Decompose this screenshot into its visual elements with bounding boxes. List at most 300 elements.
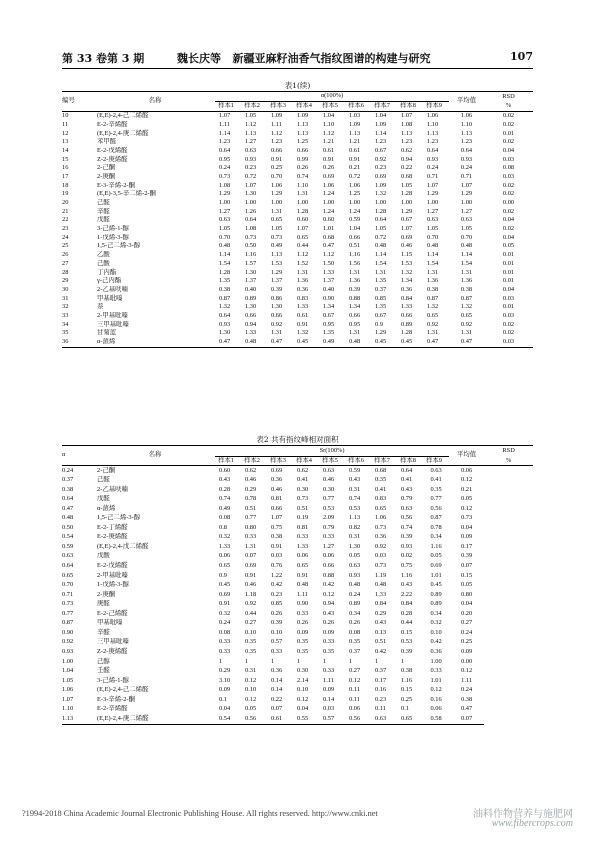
table1-sample-value: 0.66 — [349, 233, 361, 241]
table-row — [62, 121, 533, 130]
table2-average: 0.78 — [430, 523, 442, 531]
table1-sample-header: 样本6 — [345, 102, 371, 112]
table1-sample-value: 0.92 — [271, 320, 283, 328]
table1-sample-value: 1.30 — [245, 268, 257, 276]
table1-sample-value: 1.33 — [323, 268, 335, 276]
table1-sample-value: 0.47 — [323, 242, 335, 250]
table2-sample-value: 0.09 — [323, 686, 335, 694]
table1-sample-value: 0.64 — [245, 216, 257, 224]
table2-row-key: 1.10 — [62, 705, 74, 713]
table2-sample-value: 0.92 — [375, 542, 387, 550]
table2-sample-value: 0.88 — [323, 571, 335, 579]
table1-sample-value: 0.70 — [219, 233, 231, 241]
table1-sample-value: 1.09 — [375, 120, 387, 128]
table2-sample-value: 0.51 — [375, 638, 387, 646]
table1-sample-value: 1.09 — [271, 112, 283, 120]
table2-compound-name: 辛醛 — [97, 628, 110, 636]
table2-row-key: 1.13 — [62, 714, 95, 724]
table2-sample-value: 0.83 — [375, 495, 387, 503]
table1-rsd: 0.02 — [502, 207, 515, 215]
table2-compound-name: 2-甲基吡嗪 — [97, 571, 128, 579]
table1-sample-value: 0.89 — [245, 294, 257, 302]
table1-sample-value: 0.95 — [219, 155, 231, 163]
table2-average: 1.00 — [430, 657, 442, 665]
table2-sample-value: 0.23 — [375, 695, 387, 703]
table2-average: 0.89 — [430, 600, 442, 608]
table2-sample-value: 0.11 — [349, 695, 360, 703]
table-row — [62, 705, 533, 715]
table2-sample-value: 0.44 — [401, 619, 413, 627]
header-authors: 魏长庆等 — [177, 52, 221, 65]
table2-sample-value: 0.23 — [271, 590, 283, 598]
table2-sample-value: 0.19 — [297, 514, 309, 522]
table1-average: 1.31 — [460, 329, 473, 337]
table1-rsd: 0.02 — [502, 225, 515, 233]
table1-sample-value: 0.95 — [349, 320, 361, 328]
table1-sample-value: 0.36 — [297, 285, 309, 293]
table1-average: 1.54 — [460, 259, 473, 267]
table1-sample-value: 0.90 — [323, 294, 335, 302]
table1-sample-value: 1.11 — [271, 120, 282, 128]
table2-sample-value: 0.31 — [349, 485, 361, 493]
table-row — [62, 628, 533, 638]
table2-sample-value: 0.91 — [271, 542, 283, 550]
table1-sample-value: 1.32 — [375, 190, 387, 198]
table2-sample-value: 0.35 — [349, 638, 361, 646]
table2-average: 0.45 — [430, 581, 442, 589]
table2-sample-value: 0.03 — [323, 705, 335, 713]
table2-sample-value: 0.43 — [349, 476, 361, 484]
table1-compound-name: 3-己烯-1-醇 — [97, 225, 129, 233]
table1-sample-value: 0.89 — [401, 320, 413, 328]
table1-sample-value: 1.52 — [297, 259, 309, 267]
table1-sample-value: 0.62 — [401, 146, 413, 154]
table2-rsd: 0.15 — [461, 571, 473, 579]
table1-sample-value: 0.66 — [297, 146, 309, 154]
table1-sample-value: 0.99 — [297, 155, 309, 163]
table2-sample-value: 1 — [297, 657, 301, 665]
table1-sample-value: 0.38 — [219, 285, 231, 293]
table1-sample-header: 样本1 — [215, 102, 241, 112]
table1-sample-value: 1.13 — [297, 120, 309, 128]
table2-sample-value: 0.94 — [323, 600, 335, 608]
table1-row-key: 16 — [62, 164, 69, 172]
table1-sample-value: 0.72 — [245, 172, 257, 180]
table1-sample-value: 1.09 — [375, 181, 387, 189]
table1-sample-value: 1.23 — [427, 138, 439, 146]
table2-sample-value: 0.14 — [271, 676, 283, 684]
table2-sample-value: 0.91 — [219, 600, 231, 608]
table1-sample-value: 0.92 — [427, 320, 439, 328]
table1-sample-value: 1.23 — [375, 138, 387, 146]
table2-compound-name: E-2-丁烯醛 — [97, 523, 128, 531]
table1-sample-value: 0.66 — [349, 311, 361, 319]
table1-sample-value: 0.66 — [271, 146, 283, 154]
header-article-title: 新疆亚麻籽油香气指纹图谱的构建与研究 — [232, 52, 431, 65]
table1-sample-value: 1.50 — [323, 259, 335, 267]
table2-rsd: 1.11 — [461, 676, 473, 684]
table-row — [62, 561, 533, 571]
table1-sample-value: 1.00 — [401, 199, 413, 207]
table1-row-key: 36 — [62, 338, 95, 347]
table1-sample-value: 1.30 — [245, 190, 257, 198]
table2-sample-value: 0.37 — [375, 667, 387, 675]
table2-sample-value: 0.45 — [219, 581, 231, 589]
table1-sample-value: 1.14 — [375, 251, 387, 259]
table1-sample-value: 1.12 — [323, 129, 335, 137]
table1-average: 1.23 — [460, 138, 473, 146]
table2-sample-header: 样本9 — [423, 457, 449, 466]
table1-col-id: 编号 — [62, 92, 95, 112]
table2-average: 1.16 — [430, 542, 442, 550]
table1-sample-value: 0.91 — [297, 320, 309, 328]
table1-sample-header: 样本7 — [371, 102, 397, 112]
table2-sample-value: 1.30 — [349, 542, 361, 550]
table1-sample-header: 样本5 — [319, 102, 345, 112]
table2-sample-value: 0.15 — [401, 628, 413, 636]
table1-row-key: 25 — [62, 242, 69, 250]
table-row — [62, 294, 533, 303]
table2-sample-value: 0.91 — [245, 571, 257, 579]
table2-compound-name: Z-2-庚烯醛 — [97, 647, 128, 655]
table1-compound-name: 2-庚酮 — [97, 172, 116, 180]
table2-sample-value: 1 — [271, 657, 275, 665]
table1-sample-value: 1.54 — [219, 259, 231, 267]
table1-rsd: 0.04 — [502, 285, 515, 293]
table1-sample-value: 0.71 — [427, 172, 439, 180]
table1-sample-value: 1.27 — [219, 207, 231, 215]
table2-rsd: 0.47 — [461, 705, 473, 713]
table2-rsd: 0.24 — [461, 686, 473, 694]
table2-sample-value: 0.24 — [219, 619, 231, 627]
table1-sample-value: 1.31 — [427, 268, 439, 276]
table2-rsd: 0.73 — [461, 514, 473, 522]
table1-sample-value: 1.28 — [375, 207, 387, 215]
table-row — [62, 485, 533, 495]
table1-sample-value: 1.21 — [323, 138, 335, 146]
table1-sample-value: 0.63 — [427, 216, 439, 224]
table2-rsd: 0.17 — [461, 542, 473, 550]
table1-sample-value: 1.24 — [323, 207, 335, 215]
table1-average: 0.64 — [460, 146, 473, 154]
table1-sample-value: 1.31 — [297, 268, 309, 276]
table1-sample-value: 1.30 — [219, 329, 231, 337]
table1-sample-value: 0.69 — [323, 172, 335, 180]
table-row — [62, 676, 533, 686]
table1-average: 0.71 — [460, 172, 473, 180]
table2-sample-value: 0.35 — [323, 647, 335, 655]
table1-sample-value: 0.39 — [271, 285, 283, 293]
table1-sample-value: 1.13 — [349, 129, 361, 137]
table2-sample-value: 0.33 — [271, 647, 283, 655]
table1-sample-value: 0.38 — [427, 285, 439, 293]
table1-sample-value: 1.00 — [323, 199, 335, 207]
table1-sample-value: 1.29 — [271, 268, 283, 276]
table-row — [62, 657, 533, 667]
table2-sample-value: 0.42 — [323, 581, 335, 589]
table2-sample-value: 0.35 — [297, 647, 309, 655]
table1-compound-name: 乙酸 — [97, 251, 110, 259]
table1-average: 0.48 — [460, 242, 473, 250]
table2-sample-value: 0.69 — [245, 562, 257, 570]
table1-sample-value: 0.67 — [375, 311, 387, 319]
table1-row-key: 30 — [62, 285, 69, 293]
table-row — [62, 321, 533, 330]
table1-sample-value: 1.37 — [245, 277, 257, 285]
table2-average: 0.87 — [430, 514, 442, 522]
table-row — [62, 695, 533, 705]
table2-sample-value: 0.43 — [375, 619, 387, 627]
table1-row-key: 11 — [62, 120, 69, 128]
table2-sample-value: 0.09 — [219, 686, 231, 694]
table2-col-alpha: α — [62, 446, 95, 466]
table1-row-key: 24 — [62, 233, 69, 241]
table2-group-label: Sr(100%) — [215, 446, 449, 457]
table2-sample-value: 0.48 — [349, 581, 361, 589]
table1-rsd: 0.03 — [502, 155, 515, 163]
table2-sample-value: 0.10 — [297, 686, 309, 694]
table2-sample-value: 0.16 — [375, 686, 387, 694]
table1-sample-value: 1.35 — [219, 277, 231, 285]
table2-sample-value: 0.41 — [401, 476, 413, 484]
table2-sample-value: 0.28 — [219, 485, 231, 493]
table1-sample-value: 1.00 — [427, 199, 439, 207]
table1-sample-value: 1.29 — [219, 190, 231, 198]
table2-sample-value: 0.61 — [267, 714, 293, 724]
table2-sample-value: 0.27 — [349, 667, 361, 675]
table2-sample-value: 0.90 — [297, 600, 309, 608]
table1-sample-header: 样本3 — [267, 102, 293, 112]
table-row — [62, 714, 533, 724]
table2-compound-name: 甲基吡嗪 — [97, 619, 123, 627]
table2-average: 0.12 — [430, 686, 442, 694]
table1-sample-value: 1.10 — [427, 120, 439, 128]
table1-sample-value: 1.07 — [427, 181, 439, 189]
table2-sample-value: 0.35 — [375, 476, 387, 484]
table2-sample-value: 0.39 — [401, 647, 413, 655]
table2-sample-value: 0.29 — [375, 609, 387, 617]
table1-row-key: 34 — [62, 320, 69, 328]
table2-sample-value: 1.27 — [323, 542, 335, 550]
table1-sample-value: 0.64 — [427, 146, 439, 154]
table1-sample-value: 0.23 — [245, 164, 257, 172]
table2-compound-name: (E,E)-2,4-己二烯醛 — [97, 686, 149, 694]
table1-sample-value: 0.72 — [349, 172, 361, 180]
table2-rsd: 0.27 — [461, 619, 473, 627]
table-row — [62, 260, 533, 269]
table2-sample-value: 0.35 — [245, 647, 257, 655]
table1-sample-value: 0.45 — [397, 338, 423, 347]
table1-sample-value: 1.24 — [349, 207, 361, 215]
table1-sample-value: 1.21 — [349, 138, 361, 146]
table1-sample-value: 1.01 — [323, 225, 335, 233]
table2-sample-value: 2.14 — [297, 676, 309, 684]
table1-rsd: 0.03 — [502, 311, 515, 319]
table2-sample-value: 1.33 — [297, 542, 309, 550]
table1-sample-value: 0.24 — [427, 164, 439, 172]
table-row — [62, 504, 533, 514]
table1-row-key: 29 — [62, 277, 69, 285]
journal-issue: 第 33 卷第 3 期 — [62, 52, 145, 65]
table1-sample-value: 0.86 — [271, 294, 283, 302]
table1-sample-value: 0.69 — [401, 233, 413, 241]
table2-sample-value: 0.26 — [297, 619, 309, 627]
table1-rsd: 0.02 — [502, 320, 515, 328]
table1-sample-value: 0.50 — [245, 242, 257, 250]
table1-sample-value: 0.66 — [245, 311, 257, 319]
table2-row-key: 0.71 — [62, 590, 74, 598]
table2-rsd: 0.12 — [461, 667, 473, 675]
table2-sample-value: 0.92 — [245, 600, 257, 608]
table2-sample-value: 1.19 — [375, 571, 387, 579]
table1-sample-value: 1.36 — [297, 277, 309, 285]
table2-sample-value: 0.57 — [271, 638, 283, 646]
table1-compound-name: 1-戊烯-3-醇 — [97, 233, 129, 241]
table2-sample-value: 0.46 — [323, 476, 335, 484]
table2-sample-value: 0.62 — [245, 466, 257, 474]
table-row — [62, 686, 533, 696]
table1-rsd: 0.01 — [502, 277, 515, 285]
table2-average: 0.10 — [430, 628, 442, 636]
table1-sample-value: 1.07 — [297, 225, 309, 233]
table2-sample-value: 0.22 — [271, 695, 283, 703]
table1-sample-value: 1.30 — [271, 303, 283, 311]
table2-sample-value: 0.24 — [349, 590, 361, 598]
table-row — [62, 242, 533, 251]
table1-sample-value: 1.16 — [349, 251, 361, 259]
table2-average: 0.32 — [430, 619, 442, 627]
table-row — [62, 514, 533, 524]
table1-sample-value: 0.23 — [375, 164, 387, 172]
table2-sample-value: 1.33 — [219, 542, 231, 550]
table2-sample-value: 0.85 — [271, 600, 283, 608]
table1-sample-value: 0.93 — [245, 155, 257, 163]
table1-sample-value: 0.68 — [401, 172, 413, 180]
table1-sample-value: 0.83 — [297, 294, 309, 302]
table1-average: 1.10 — [460, 120, 473, 128]
table2-compound-name: 戊酸 — [97, 552, 110, 560]
table1-rsd: 0.01 — [502, 303, 515, 311]
table2-sample-value: 0.48 — [297, 581, 309, 589]
table1-sample-value: 1.31 — [271, 207, 283, 215]
table1-sample-value: 1.34 — [401, 277, 413, 285]
table1-sample-value: 0.88 — [349, 294, 361, 302]
table1-sample-value: 0.73 — [245, 233, 257, 241]
table1-sample-value: 0.70 — [271, 172, 283, 180]
table1-sample-value: 1.33 — [401, 303, 413, 311]
table2-sample-value: 1.11 — [323, 676, 334, 684]
table1-row-key: 13 — [62, 138, 69, 146]
table2-sample-value: 0.68 — [375, 466, 387, 474]
table2-sample-value: 0.66 — [271, 504, 283, 512]
table1-sample-value: 1.31 — [297, 190, 309, 198]
table2-sample-value: 0.26 — [271, 609, 283, 617]
table1-sample-value: 0.61 — [323, 146, 335, 154]
table1-sample-value: 0.70 — [427, 233, 439, 241]
table2-compound-name: 壬醛 — [97, 667, 110, 675]
table2-rsd: 0.80 — [461, 590, 473, 598]
table2-compound-name: α-蒎烯 — [97, 504, 116, 512]
table2-sample-value: 0.14 — [323, 695, 335, 703]
table2-rsd: 0.05 — [461, 581, 473, 589]
table2-sample-value: 0.33 — [297, 533, 309, 541]
table2-sample-value: 0.33 — [323, 533, 335, 541]
table1-average: 1.29 — [460, 190, 473, 198]
table2-sample-value: 0.56 — [345, 714, 371, 724]
table1-sample-value: 0.93 — [219, 320, 231, 328]
table2-sample-value: 0.56 — [241, 714, 267, 724]
table1-sample-value: 0.67 — [375, 146, 387, 154]
table1-sample-value: 1.26 — [245, 207, 257, 215]
table2-sample-value: 0.53 — [349, 504, 361, 512]
table1-sample-value: 1.14 — [375, 129, 387, 137]
table-row — [62, 619, 533, 629]
table2-sample-value: 0.65 — [397, 714, 423, 724]
table1-sample-value: 0.40 — [245, 285, 257, 293]
table1-compound-name: 三甲基吡嗪 — [97, 320, 129, 328]
table-row — [62, 155, 533, 164]
table2-sample-value: 0.03 — [375, 552, 387, 560]
table2-sample-value: 1 — [349, 657, 353, 665]
table1-sample-value: 0.73 — [219, 172, 231, 180]
table1-rsd: 0.01 — [502, 251, 515, 259]
table2-sample-value: 0.65 — [219, 562, 231, 570]
table2-sample-value: 0.42 — [375, 647, 387, 655]
table2-sample-value: 0.42 — [271, 581, 283, 589]
table2-rsd: 0.04 — [461, 600, 473, 608]
table1-sample-value: 0.48 — [219, 242, 231, 250]
table2-average: 0.36 — [430, 647, 442, 655]
table2-col-avg: 平均值 — [449, 446, 484, 466]
table1-compound-name: E-3-辛烯-2-酮 — [97, 181, 135, 189]
table1-sample-value: 1.28 — [219, 268, 231, 276]
table2-sample-value: 0.17 — [375, 676, 387, 684]
table1-sample-value: 1.06 — [323, 181, 335, 189]
table1-sample-value: 1.53 — [271, 259, 283, 267]
table2-sample-value: 0.12 — [349, 676, 361, 684]
table2-sample-value: 0.28 — [401, 609, 413, 617]
table2-row-key: 0.54 — [62, 533, 74, 541]
table1-rsd: 0.05 — [502, 242, 515, 250]
table2-average: 0.41 — [430, 476, 442, 484]
table2-sample-value: 0.34 — [349, 609, 361, 617]
table2-rsd: 0.24 — [461, 628, 473, 636]
table2-sample-value: 0.63 — [323, 466, 335, 474]
table1-rsd: 0.08 — [502, 164, 515, 172]
table2-rsd: 0.25 — [461, 638, 473, 646]
table1-rsd: 0.01 — [502, 259, 515, 267]
table2-sample-value: 3.10 — [219, 676, 231, 684]
table2-col-rsd-unit: % — [484, 457, 533, 466]
table2-sample-value: 0.63 — [371, 714, 397, 724]
table1-sample-value: 1.31 — [349, 329, 361, 337]
table2-sample-value: 0.26 — [323, 619, 335, 627]
table1-group-label: α(100%) — [215, 92, 449, 102]
table2-sample-value: 0.07 — [271, 705, 283, 713]
table1-row-key: 28 — [62, 268, 69, 276]
table2-compound-name: (E,E)-2,4-庚二烯醛 — [95, 714, 215, 724]
table1-sample-value: 0.74 — [297, 172, 309, 180]
table2-sample-value: 0.36 — [271, 667, 283, 675]
table2-sample-value: 0.11 — [375, 705, 386, 713]
table2-sample-value: 0.06 — [323, 552, 335, 560]
table2-sample-value: 0.33 — [219, 638, 231, 646]
table2-row-key: 0.70 — [62, 581, 74, 589]
table1-sample-value: 1.05 — [401, 181, 413, 189]
table2-rsd: 0.00 — [461, 657, 473, 665]
table1-row-key: 22 — [62, 216, 69, 224]
table1-compound-name: 萘 — [97, 303, 104, 311]
